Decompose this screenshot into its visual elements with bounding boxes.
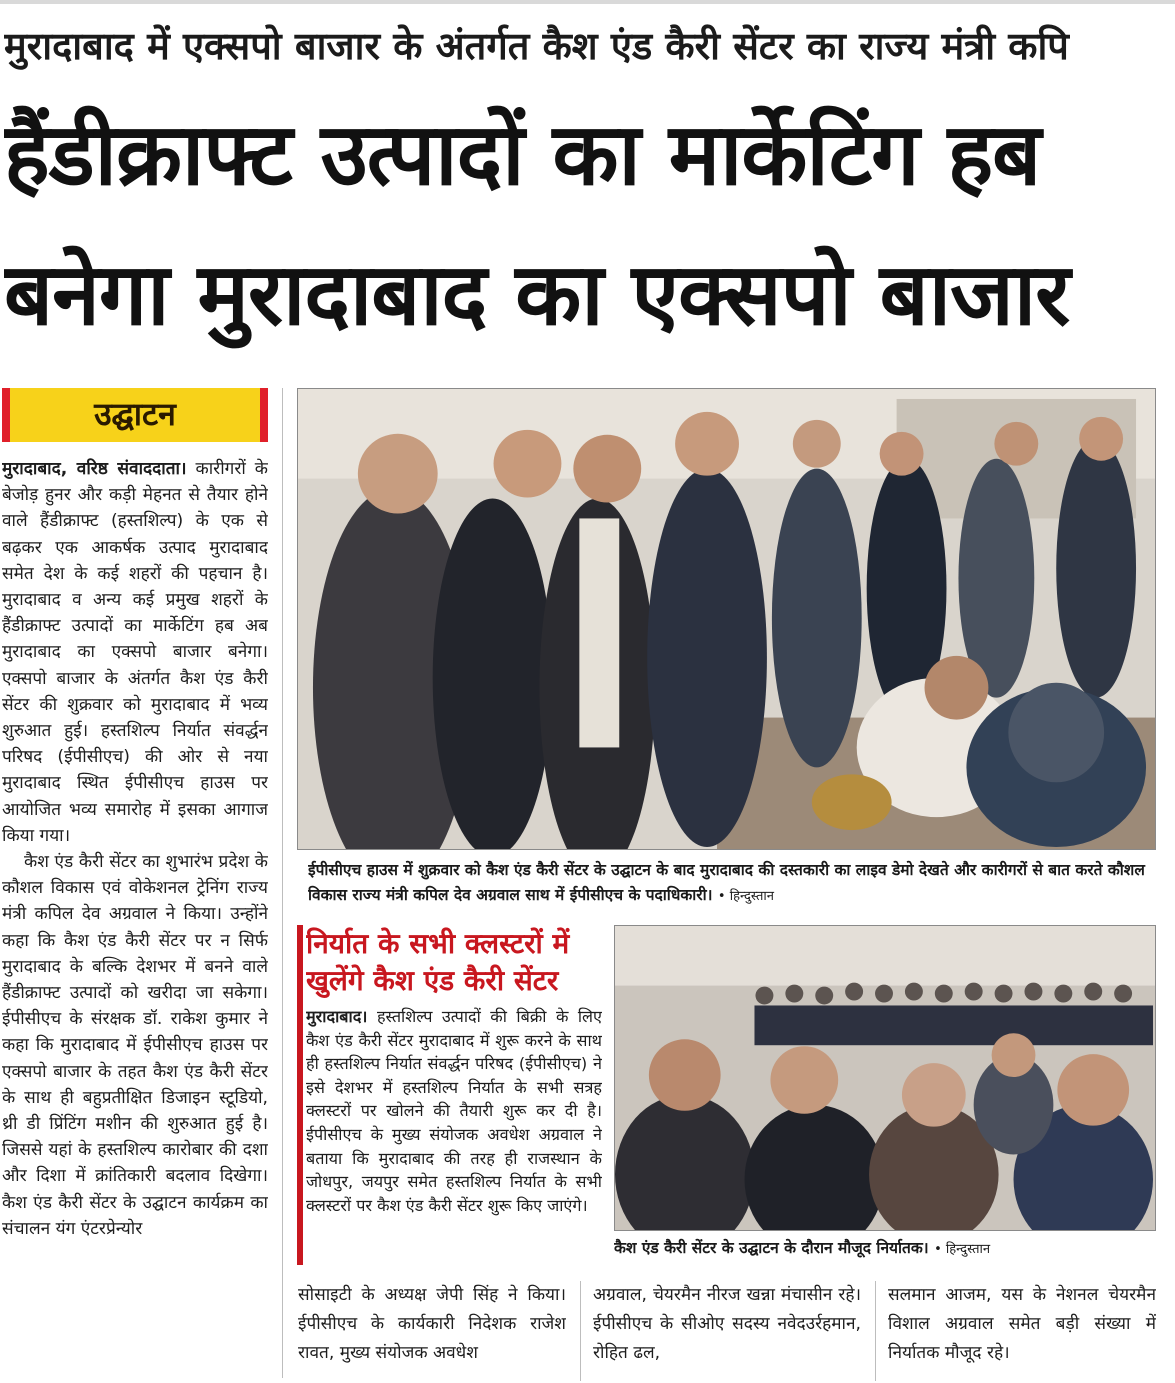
- headline-line-2: बनेगा मुरादाबाद का एक्सपो बाजार: [4, 245, 1070, 345]
- sidebar-dateline: मुरादाबाद।: [306, 1007, 368, 1026]
- photo-2-caption: [614, 1236, 1159, 1262]
- bottom-column-1: सोसाइटी के अध्यक्ष जेपी सिंह ने किया। ईपीसीएच के कार्यकारी निदेशक राजेश रावत, मुख्य संयोजक अवधेश: [298, 1285, 566, 1363]
- section-tag: उद्घाटन: [2, 388, 268, 442]
- kicker-headline: मुरादाबाद में एक्सपो बाजार के अंतर्गत कैश एंड कैरी सेंटर का राज्य मंत्री कपि: [4, 24, 1069, 68]
- sidebar-body: [306, 1005, 602, 1217]
- column-divider: [580, 1281, 581, 1381]
- photo-officials-illustration: [298, 389, 1155, 849]
- main-column: [2, 456, 268, 1376]
- top-rule: [0, 0, 1175, 4]
- dateline: मुरादाबाद, वरिष्ठ संवाददाता।: [2, 459, 187, 479]
- sidebar-body-text: हस्तशिल्प उत्पादों की बिक्री के लिए कैश एंड कैरी सेंटर मुरादाबाद में शुरू करने के साथ ही हस्तशिल्प निर्यात संवर्द्धन परिषद (ईपीसीएच) ने इसे देशभर में हस्तशिल्प निर्यात के सभी सत्रह क्लस्टरों पर खोलने की तैयारी शुरू कर दी है। ईपीसीएच के मुख्य संयोजक अवधेश अग्रवाल ने बताया कि मुरादाबाद की तरह ही राजस्थान के जोधपुर, जयपुर समेत हस्तशिल्प निर्यात के सभी क्लस्टरों पर कैश एंड कैरी सेंटर शुरू किए जाएंगे।: [306, 1007, 602, 1215]
- photo-1-credit: • हिन्दुस्तान: [717, 889, 774, 904]
- sidebar-subhead: निर्यात के सभी क्लस्टरों में खुलेंगे कैश एंड कैरी सेंटर: [306, 927, 570, 997]
- paragraph-2: कैश एंड कैरी सेंटर का शुभारंभ प्रदेश के कौशल विकास एवं वोकेशनल ट्रेनिंग राज्य मंत्री कपिल देव अग्रवाल ने किया। उन्होंने कहा कि कैश एंड कैरी सेंटर पर न सिर्फ मुरादाबाद के बल्कि देशभर में बनने वाले हैंडीक्राफ्ट उत्पादों को खरीदा जा सकेगा। ईपीसीएच के संरक्षक डॉ. राकेश कुमार ने कहा कि मुरादाबाद में ईपीसीएच हाउस पर एक्सपो बाजार के तहत कैश एंड कैरी सेंटर के साथ ही बहुप्रतीक्षित डिजाइन स्टूडियो, थ्री डी प्रिंटिंग मशीन की शुरुआत हुई है। जिससे यहां के हस्तशिल्प कारोबार की दशा और दिशा में क्रांतिकारी बदलाव दिखेगा। कैश एंड कैरी सेंटर के उद्घाटन कार्यक्रम का संचालन यंग एंटरप्रेन्योर: [2, 852, 268, 1239]
- bottom-column-3: सलमान आजम, यस के नेशनल चेयरमैन विशाल अग्रवाल समेत बड़ी संख्या में निर्यातक मौजूद रहे।: [888, 1285, 1156, 1363]
- paragraph-1-text: कारीगरों के बेजोड़ हुनर और कड़ी मेहनत से तैयार होने वाले हैंडीक्राफ्ट (हस्तशिल्प) के एक से बढ़कर एक आकर्षक उत्पाद मुरादाबाद समेत देश के कई शहरों की पहचान है। मुरादाबाद व अन्य कई प्रमुख शहरों के हैंडीक्राफ्ट उत्पादों का मार्केटिंग हब अब मुरादाबाद का एक्सपो बाजार बनेगा। एक्सपो बाजार के अंतर्गत कैश एंड कैरी सेंटर की शुक्रवार को मुरादाबाद में भव्य शुरुआत हुई। हस्तशिल्प निर्यात संवर्द्धन परिषद (ईपीसीएच) की ओर से नया मुरादाबाद स्थित ईपीसीएच हाउस पर आयोजित भव्य समारोह में इसका आगाज किया गया।: [2, 459, 268, 846]
- sidebar-story: [306, 925, 602, 1265]
- column-divider: [282, 388, 283, 1378]
- bottom-column-2: अग्रवाल, चेयरमैन नीरज खन्ना मंचासीन रहे। ईपीसीएच के सीओए सदस्य नवेदउर्रहमान, रोहित ढल,: [593, 1285, 861, 1363]
- photo-officials-at-demo: [297, 388, 1156, 850]
- photo-1-caption: [308, 858, 1154, 910]
- paragraph-1: [2, 456, 268, 849]
- photo-1-caption-text: ईपीसीएच हाउस में शुक्रवार को कैश एंड कैरी सेंटर के उद्घाटन के बाद मुरादाबाद की दस्तकारी का लाइव डेमो देखते और कारीगरों से बात करते कौशल विकास राज्य मंत्री कपिल देव अग्रवाल साथ में ईपीसीएच के पदाधिकारी।: [308, 861, 1145, 904]
- photo-audience-illustration: [615, 926, 1155, 1230]
- photo-2-caption-text: कैश एंड कैरी सेंटर के उद्घाटन के दौरान मौजूद निर्यातक।: [614, 1239, 929, 1257]
- sidebar-accent-rule: [297, 925, 303, 1265]
- headline-line-1: हैंडीक्राफ्ट उत्पादों का मार्केटिंग हब: [4, 105, 1041, 205]
- photo-exporters-audience: [614, 925, 1156, 1231]
- column-divider: [875, 1281, 876, 1381]
- photo-2-credit: • हिन्दुस्तान: [934, 1242, 991, 1257]
